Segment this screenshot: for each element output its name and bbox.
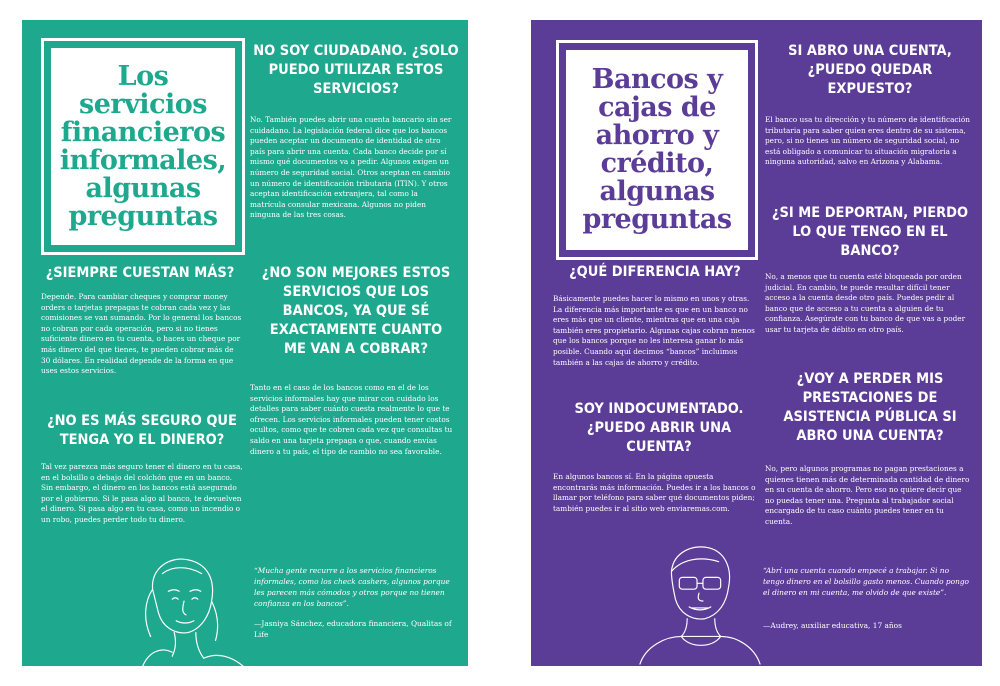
left-answer-safer: Tal vez parezca más seguro tener el dinero en tu casa, en el bolsillo o debajo del colchón que en un banco. Sin embargo, el dinero en los bancos está asegurado por el gobierno. Si le pasa algo al banco, te devuelven el dinero. Si pasa algo en tu casa, como un incendio o un robo, puedes perder todo tu dinero. bbox=[41, 462, 243, 524]
man-portrait-illustration bbox=[629, 538, 769, 666]
right-question-undocumented: SOY INDOCUMENTADO. ¿PUEDO ABRIR UNA CUENTA? bbox=[574, 401, 744, 455]
left-quote: “Mucha gente recurre a los servicios financieros informales, como los check cashers, algunos porque les parecen más cómodos y otros porque no tienen confianza en los bancos”. bbox=[254, 566, 450, 608]
right-answer-benefits: No, pero algunos programas no pagan prestaciones a quienes tienen más de determinada cantidad de dinero en su cuenta de ahorro. Pero eso no quiere decir que no puedas tener una. Pregunta al trabajador social encargado de tu caso cuánto puedes tener en tu cuenta. bbox=[765, 464, 970, 526]
left-answer-cost: Depende. Para cambiar cheques y comprar money orders o tarjetas prepagas te cobran cada vez y las comisiones se van sumando. Por lo general los bancos no cobran por cada operación, pero si no tienes suficiente dinero en tu cuenta, o haces un cheque por más dinero del que tienes, te pueden cobrar más de 30 dólares. En realidad depende de la forma en que uses estos servicios. bbox=[41, 292, 242, 376]
right-answer-undocumented: En algunos bancos sí. En la página opuesta encontrarás más información. Puedes ir a los bancos o llamar por teléfono para saber qué documentos piden; también puedes ir al sitio web enviaremas.com. bbox=[553, 472, 756, 513]
right-quote: “Abrí una cuenta cuando empecé a trabajar. Si no tengo dinero en el bolsillo gasto menos. Cuando pongo el dinero en mi cuenta, me olvido de que existe”. bbox=[763, 566, 970, 597]
right-quote-citation: —Audrey, auxiliar educativa, 17 años bbox=[763, 621, 902, 630]
left-answer-citizen: No. También puedes abrir una cuenta bancario sin ser cuidadano. La legislación federal dice que los bancos pueden aceptar un documento de identidad de otro país para abrir una cuenta. Cada banco decide por sí mismo qué documentos va a pedir. Algunos exigen un número de seguridad social. Otros aceptan en cambio un número de identificación tributaria (ITIN). Y otros aceptan identificación extranjera, tal como la matrícula consular mexicana. Algunos no piden ninguna de las tres cosas. bbox=[250, 115, 452, 220]
right-question-benefits: ¿VOY A PERDER MIS PRESTACIONES DE ASISTENCIA PÚBLICA SI ABRO UNA CUENTA? bbox=[783, 371, 957, 444]
right-title-box bbox=[556, 40, 758, 260]
banks-page bbox=[531, 20, 982, 666]
right-answer-exposed: El banco usa tu dirección y tu número de identificación tributaria para saber quien eres dentro de su sistema, pero, si no tienes un número de seguridad social, no está obligado a comunicar tu situación migratoria a ninguna autoridad, salvo en Arizona y Alabama. bbox=[765, 115, 970, 167]
right-answer-difference: Básicamente puedes hacer lo mismo en unos y otras. La diferencia más importante es que en un banco no eres más que un cliente, mientras que en una caja también eres propietario. Algunas cajas cobran menos que los bancos porque no les interesa ganar lo más posible. Cuando aquí decimos “bancos” incluimos también a las cajas de ahorro y crédito. bbox=[553, 294, 755, 367]
left-title-box bbox=[41, 38, 245, 255]
informal-services-page bbox=[22, 20, 468, 666]
right-question-difference: ¿QUÉ DIFERENCIA HAY? bbox=[569, 264, 741, 280]
right-question-deport: ¿SI ME DEPORTAN, PIERDO LO QUE TENGO EN EL BANCO? bbox=[771, 205, 969, 259]
woman-portrait-illustration bbox=[122, 550, 252, 666]
left-page-title: Los servicios financieros informales, algunas preguntas bbox=[59, 60, 227, 232]
left-quote-citation: —Jasniya Sánchez, educadora financiera, Qualitas of Life bbox=[254, 619, 452, 639]
right-answer-deport: No, a menos que tu cuenta esté bloqueada por orden judicial. En cambio, te puede resultar difícil tener acceso a la cuenta desde otro país. Puedes pedir al banco que de acceso a tu cuenta a alguien de tu confianza. Asegúrate con tu banco de que vas a poder usar tu tarjeta de débito en otro país. bbox=[765, 272, 966, 334]
left-question-cost: ¿SIEMPRE CUESTAN MÁS? bbox=[45, 265, 235, 281]
right-question-exposed: SI ABRO UNA CUENTA, ¿PUEDO QUEDAR EXPUESTO? bbox=[788, 43, 952, 97]
left-answer-better: Tanto en el caso de los bancos como en el de los servicios informales hay que mirar con cuidado los detalles para saber cuánto cuesta realmente lo que te ofrecen. Los servicios informales pueden tener costos ocultos, como que te cobren cada vez que consultas tu saldo en una tarjeta prepaga o que, cuando envías dinero a tu país, el tipo de cambio no sea favorable. bbox=[250, 383, 453, 456]
left-question-safer: ¿NO ES MÁS SEGURO QUE TENGA YO EL DINERO? bbox=[47, 413, 237, 448]
left-question-citizen: NO SOY CIUDADANO. ¿SOLO PUEDO UTILIZAR ESTOS SERVICIOS? bbox=[253, 43, 459, 97]
right-page-title: Bancos y cajas de ahorro y crédito, algunas preguntas bbox=[582, 64, 732, 235]
left-question-better: ¿NO SON MEJORES ESTOS SERVICIOS QUE LOS BANCOS, YA QUE SÉ EXACTAMENTE CUANTO ME VAN A COBRAR? bbox=[261, 265, 451, 357]
